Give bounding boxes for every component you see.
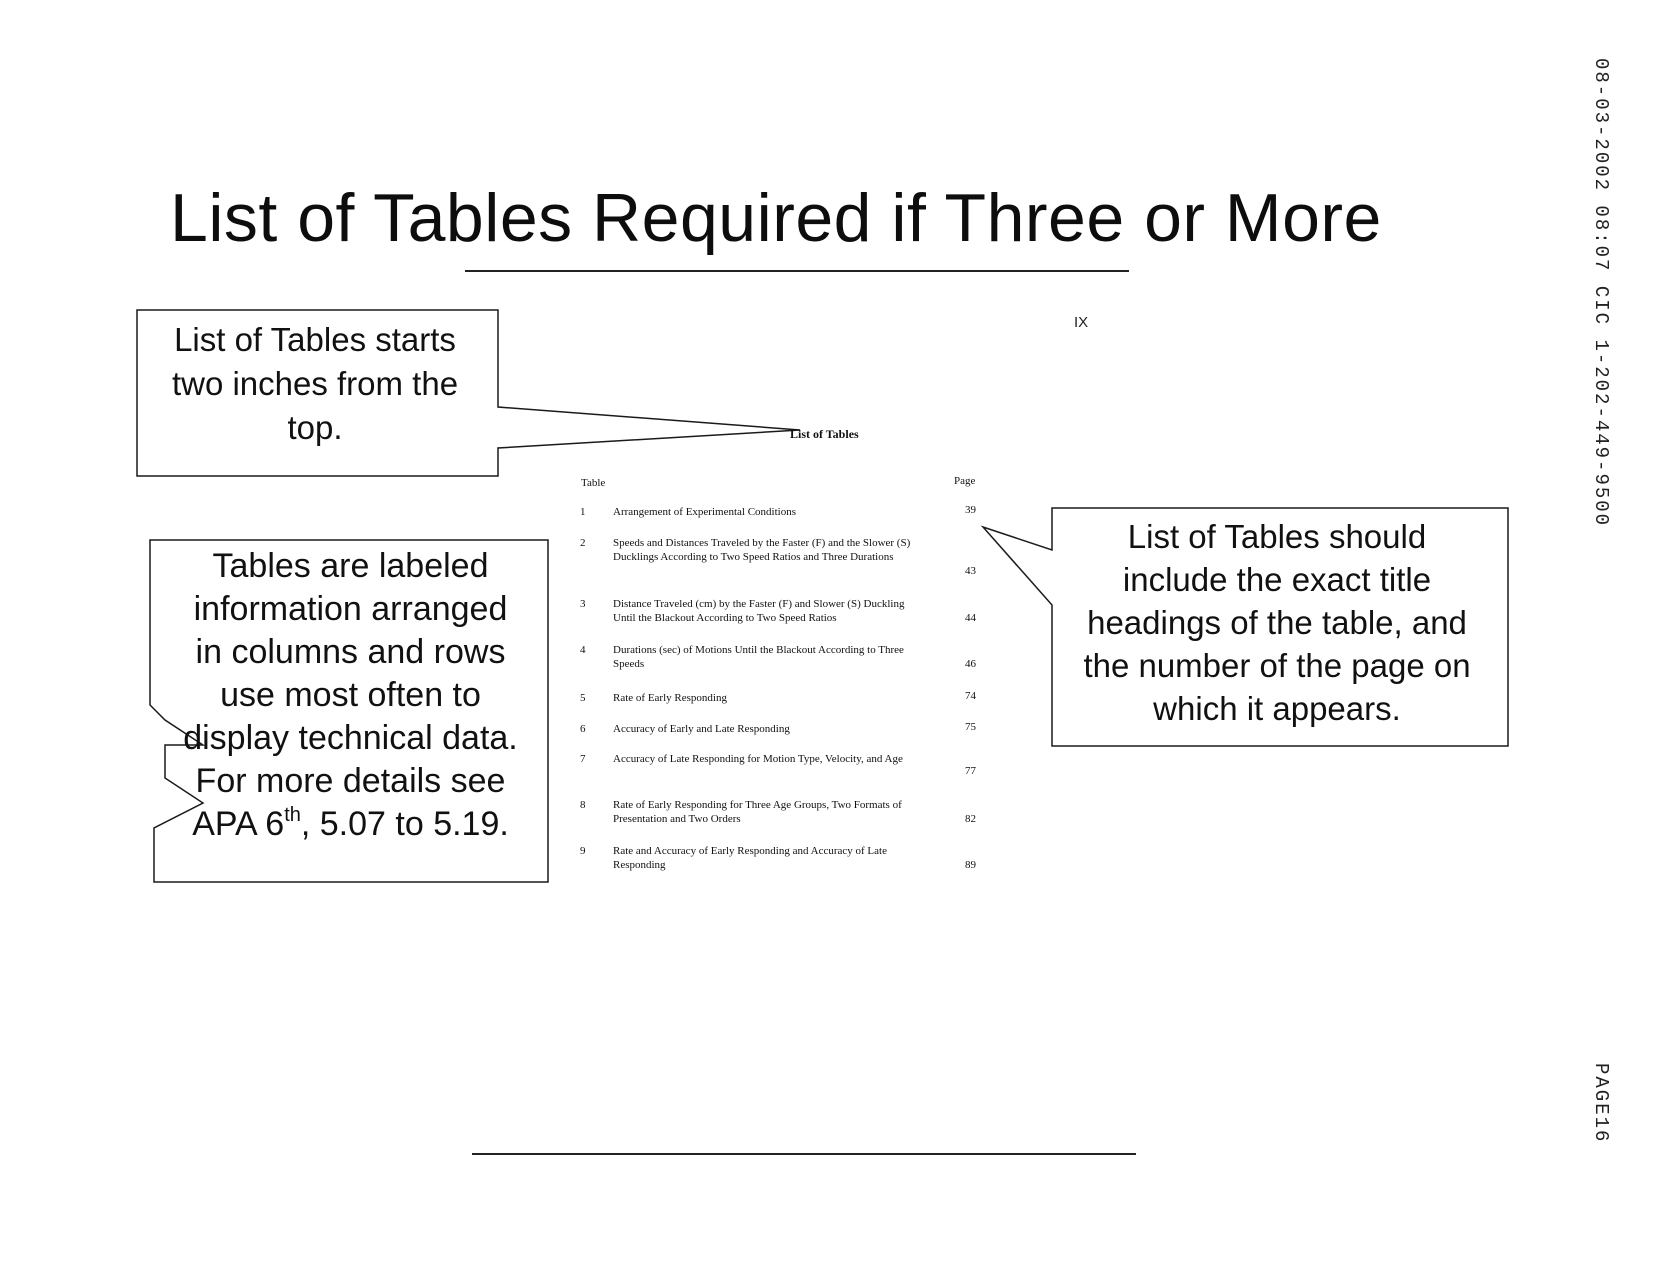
table-number: 3 — [580, 598, 586, 610]
table-page: 39 — [965, 504, 976, 516]
table-row — [580, 752, 980, 792]
table-number: 8 — [580, 799, 586, 811]
table-number: 2 — [580, 537, 586, 549]
sample-page-number: IX — [1074, 314, 1089, 331]
callout-line: display technical data. — [183, 719, 518, 757]
callout-line: headings of the table, and — [1087, 604, 1467, 641]
sample-heading: List of Tables — [790, 427, 859, 441]
table-page: 74 — [965, 690, 976, 702]
table-number: 4 — [580, 644, 586, 656]
table-title: Accuracy of Late Responding for Motion Type, Velocity, and Age — [613, 753, 903, 765]
table-number: 6 — [580, 723, 586, 735]
table-title: Accuracy of Early and Late Responding — [613, 723, 790, 735]
table-page: 46 — [965, 658, 976, 670]
table-page: 75 — [965, 721, 976, 733]
bottom-rule — [472, 1153, 1136, 1155]
table-row — [580, 536, 980, 576]
fax-page-label: PAGE16 — [1590, 1063, 1612, 1144]
callout-line: information arranged — [193, 590, 508, 628]
table-page: 82 — [965, 813, 976, 825]
callout-line: top. — [287, 409, 343, 446]
table-title: Durations (sec) of Motions Until the Blackout According to Three Speeds — [613, 644, 904, 670]
table-title: Rate of Early Responding — [613, 692, 727, 704]
title-underline — [465, 270, 1129, 272]
table-title: Speeds and Distances Traveled by the Faster (F) and the Slower (S) Ducklings According to Two Speed Ratios and Three Durations — [613, 537, 911, 563]
column-header-page: Page — [954, 475, 976, 487]
callout-line: include the exact title — [1122, 561, 1432, 598]
callout-line: For more details see — [195, 762, 506, 800]
column-header-table: Table — [581, 477, 606, 489]
callout-line: which it appears. — [1153, 690, 1401, 727]
table-row — [580, 844, 980, 884]
callout-line: List of Tables should — [1127, 518, 1427, 555]
callout-content — [1053, 515, 1501, 730]
table-page: 77 — [965, 765, 976, 777]
apa-reference-prefix: APA 6 — [192, 805, 285, 843]
table-page: 44 — [965, 612, 976, 624]
table-number: 1 — [580, 506, 586, 518]
callout-line: Tables are labeled — [212, 547, 489, 585]
table-title: Distance Traveled (cm) by the Faster (F) and Slower (S) Duckling Until the Blackout According to Two Speed Ratios — [613, 598, 905, 624]
apa-reference-sup: th — [284, 804, 301, 826]
callout-line — [158, 803, 543, 846]
table-number: 7 — [580, 753, 586, 765]
table-row — [580, 597, 980, 637]
table-number: 5 — [580, 692, 586, 704]
callout-definition — [158, 545, 543, 846]
table-page: 89 — [965, 859, 976, 871]
table-title: Rate of Early Responding for Three Age Groups, Two Formats of Presentation and Two Orders — [613, 799, 902, 825]
page-title: List of Tables Required if Three or More — [170, 180, 1382, 256]
callout-line: use most often to — [220, 676, 481, 714]
table-page: 43 — [965, 565, 976, 577]
callout-line: two inches from the — [171, 365, 459, 402]
table-title: Rate and Accuracy of Early Responding and Accuracy of Late Responding — [613, 845, 887, 871]
apa-reference-suffix: , 5.07 to 5.19. — [300, 805, 509, 843]
fax-header: 08-03-2002 08:07 CIC 1-202-449-9500 — [1590, 58, 1612, 528]
table-title: Arrangement of Experimental Conditions — [613, 506, 796, 518]
callout-line: List of Tables starts — [174, 321, 456, 358]
table-row — [580, 643, 980, 683]
callout-line: the number of the page on — [1083, 647, 1471, 684]
callout-line: in columns and rows — [195, 633, 506, 671]
callout-top-margin — [140, 318, 490, 450]
table-row — [580, 798, 980, 838]
table-number: 9 — [580, 845, 586, 857]
